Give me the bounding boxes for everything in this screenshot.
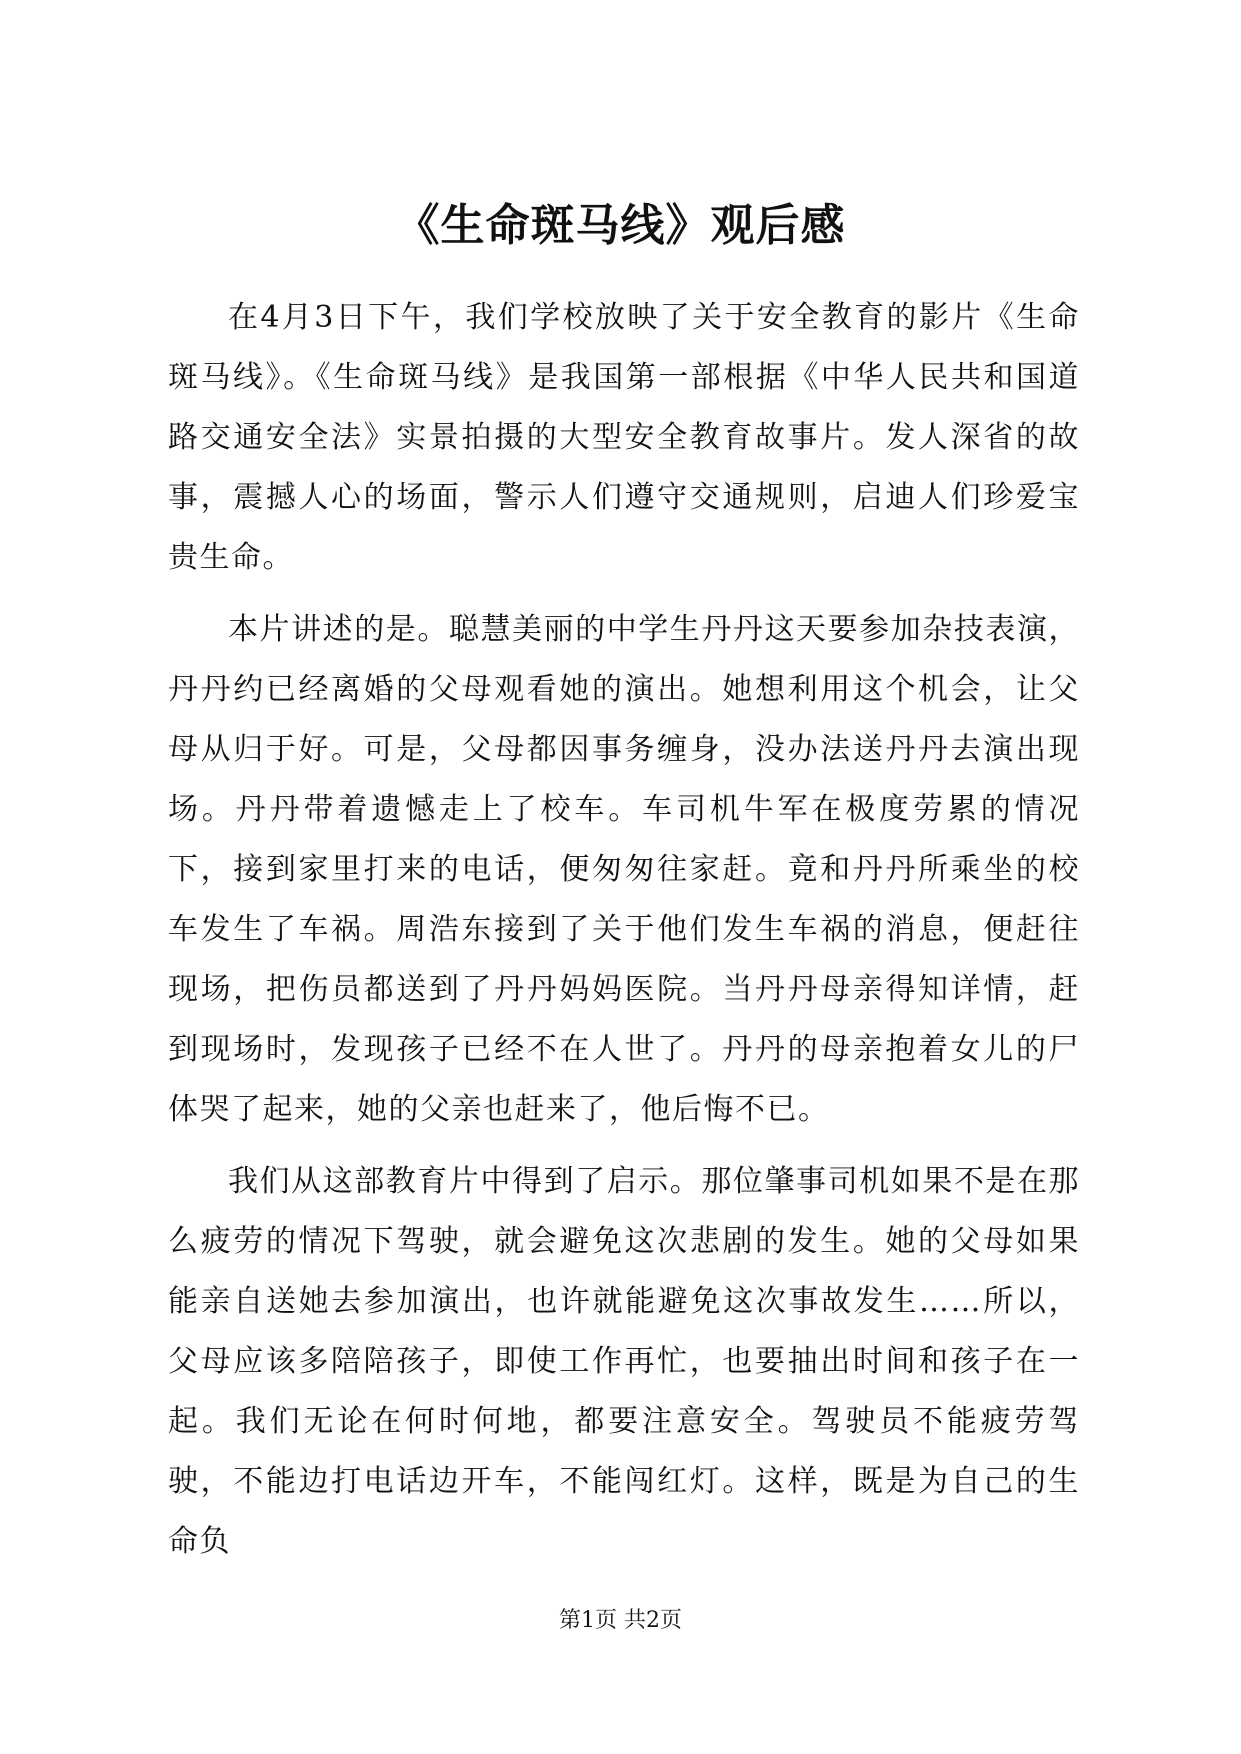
page-footer: 第1页 共2页 xyxy=(559,1608,682,1633)
document-title: 《生命斑马线》观后感 xyxy=(395,200,846,251)
paragraph-2: 本片讲述的是。聪慧美丽的中学生丹丹这天要参加杂技表演，丹丹约已经离婚的父母观看她的演出。她想利用这个机会，让父母从归于好。可是，父母都因事务缠身，没办法送丹丹去演出现场。丹丹带着遗憾走上了校车。车司机牛军在极度劳累的情况下，接到家里打来的电话，便匆匆往家赶。竟和丹丹所乘坐的校车发生了车祸。周浩东接到了关于他们发生车祸的消息，便赶往现场，把伤员都送到了丹丹妈妈医院。当丹丹母亲得知详情，赶到现场时，发现孩子已经不在人世了。丹丹的母亲抱着女儿的尸体哭了起来，她的父亲也赶来了，他后悔不已。 xyxy=(168,612,1080,1127)
paragraph-3: 我们从这部教育片中得到了启示。那位肇事司机如果不是在那么疲劳的情况下驾驶，就会避免这次悲剧的发生。她的父母如果能亲自送她去参加演出，也许就能避免这次事故发生……所以，父母应该多陪陪孩子，即使工作再忙，也要抽出时间和孩子在一起。我们无论在何时何地，都要注意安全。驾驶员不能疲劳驾驶，不能边打电话边开车，不能闯红灯。这样，既是为自己的生命负 xyxy=(168,1164,1080,1559)
paragraph-1: 在4月3日下午，我们学校放映了关于安全教育的影片《生命斑马线》。《生命斑马线》是我国第一部根据《中华人民共和国道路交通安全法》实景拍摄的大型安全教育故事片。发人深省的故事，震撼人心的场面，警示人们遵守交通规则，启迪人们珍爱宝贵生命。 xyxy=(168,300,1080,575)
document-body xyxy=(168,288,1080,1572)
